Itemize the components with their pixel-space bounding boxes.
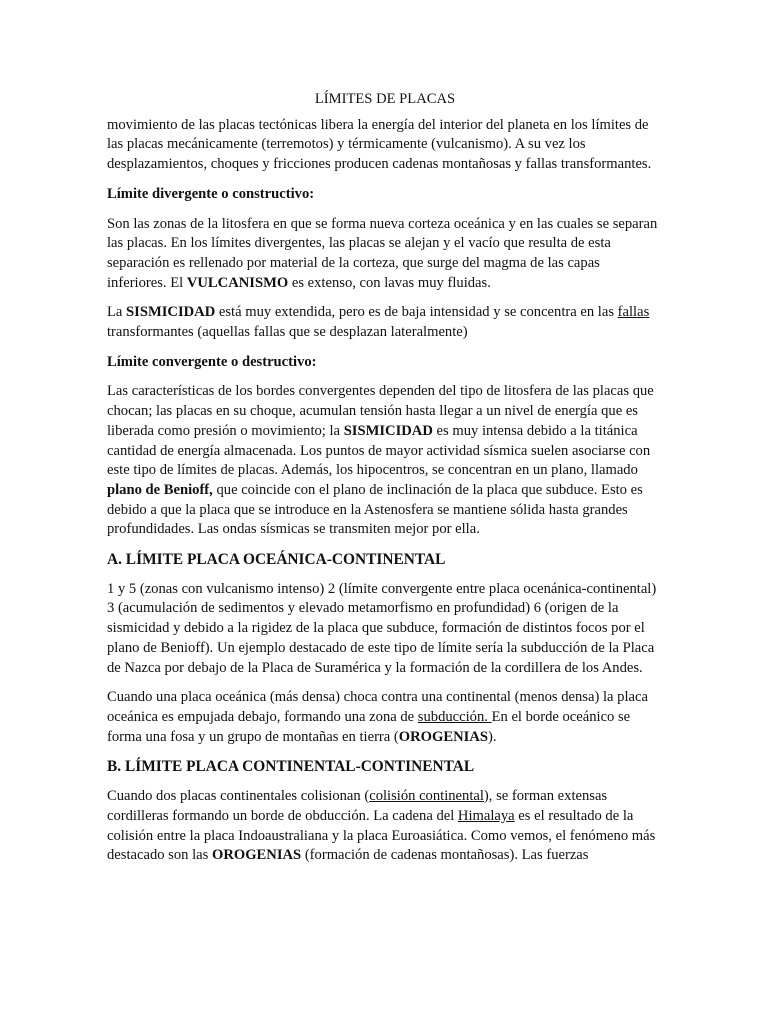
text-run: es el resultado de la colisión entre la placa Indoaustraliana y la placa Euroasiática. Como vemos, el fenómeno más destacado son las [107, 807, 656, 864]
bold-term: OROGENIAS [398, 728, 488, 745]
document-body [107, 90, 663, 876]
convergent-heading: Límite convergente o destructivo: [107, 353, 317, 370]
bold-term: VULCANISMO [186, 274, 289, 291]
text-run: transformantes (aquellas fallas que se desplazan lateralmente) [107, 324, 468, 341]
text-run: que coincide con el plano de inclinación de la placa que subduce. Esto es debido a que la placa que se introduce en la Astenosfera se mantiene sólida hasta grandes profundidades. Las ondas sísmicas se transmiten mejor por ella. [107, 481, 643, 538]
section-a-heading: A. LÍMITE PLACA OCEÁNICA-CONTINENTAL [107, 551, 446, 569]
text-run: En el borde oceánico se forma una fosa y un grupo de montañas en tierra ( [107, 708, 631, 745]
text-run: Cuando una placa oceánica (más densa) choca contra una continental (menos densa) la placa oceánica es empujada debajo, formando una zona de [107, 689, 648, 725]
text-run: ). [487, 728, 497, 745]
text-run: Cuando dos placas continentales colisionan ( [107, 788, 370, 805]
text-run: está muy extendida, pero es de baja intensidad y se concentra en las [215, 304, 618, 321]
text-run: (formación de cadenas montañosas). Las fuerzas [301, 847, 589, 864]
colision-continental-link[interactable]: colisión continental [369, 788, 484, 805]
bold-term: SISMICIDAD [126, 304, 216, 321]
text-run: La [107, 304, 127, 321]
text-run: Las características de los bordes convergentes dependen del tipo de litosfera de las placas que chocan; las placas en su choque, acumulan tensión hasta llegar a un nivel de energía que es liberada como presión o movimiento; la [107, 383, 654, 439]
subduccion-link[interactable]: subducción. [417, 708, 492, 725]
bold-term: plano de Benioff, [107, 481, 213, 498]
text-run: ), se forman extensas cordilleras formando un borde de obducción. La cadena del [107, 788, 608, 824]
text-run: Son las zonas de la litosfera en que se forma nueva corteza oceánica y en las cuales se separan las placas. En los límites divergentes, las placas se alejan y el vacío que resulta de esta separación es rellenado por material de la corteza, que surge del magma de las capas inferiores. El [107, 215, 658, 291]
text-run: es extenso, con lavas muy fluidas. [288, 274, 491, 291]
divergent-heading: Límite divergente o constructivo: [107, 185, 315, 202]
fallas-link[interactable]: fallas [617, 304, 650, 321]
himalaya-link[interactable]: Himalaya [457, 807, 515, 824]
divergent-paragraph-2 [107, 303, 663, 342]
convergent-paragraph-1 [107, 382, 663, 540]
intro-paragraph: movimiento de las placas tectónicas libera la energía del interior del planeta en los límites de las placas mecánicamente (terremotos) y térmicamente (vulcanismo). A su vez los desplazamientos, choques y fricciones producen cadenas montañosas y fallas transformantes. [107, 116, 652, 173]
section-a-paragraph-2 [107, 688, 663, 747]
divergent-paragraph-1 [107, 215, 663, 294]
text-run: es muy intensa debido a la titánica cantidad de energía almacenada. Los puntos de mayor actividad sísmica suelen asociarse con este tipo de límites de placas. Además, los hipocentros, se concentran en un plano, llamado [107, 422, 651, 479]
section-a-paragraph-1: 1 y 5 (zonas con vulcanismo intenso) 2 (límite convergente entre placa ocenánica-continental) 3 (acumulación de sedimentos y elevado metamorfismo en profundidad) 6 (origen de la sismicidad y debido a la rigidez de la placa que subduce, formación de distintos focos por el plano de Benioff). Un ejemplo destacado de este tipo de límite sería la subducción de la Placa de Nazca por debajo de la Placa de Suramérica y la formación de la cordillera de los Andes. [107, 580, 657, 676]
bold-term: OROGENIAS [211, 847, 302, 864]
page-title: LÍMITES DE PLACAS [314, 91, 456, 107]
bold-term: SISMICIDAD [343, 422, 433, 439]
section-b-paragraph-1 [107, 787, 663, 866]
section-b-heading: B. LÍMITE PLACA CONTINENTAL-CONTINENTAL [107, 758, 475, 776]
